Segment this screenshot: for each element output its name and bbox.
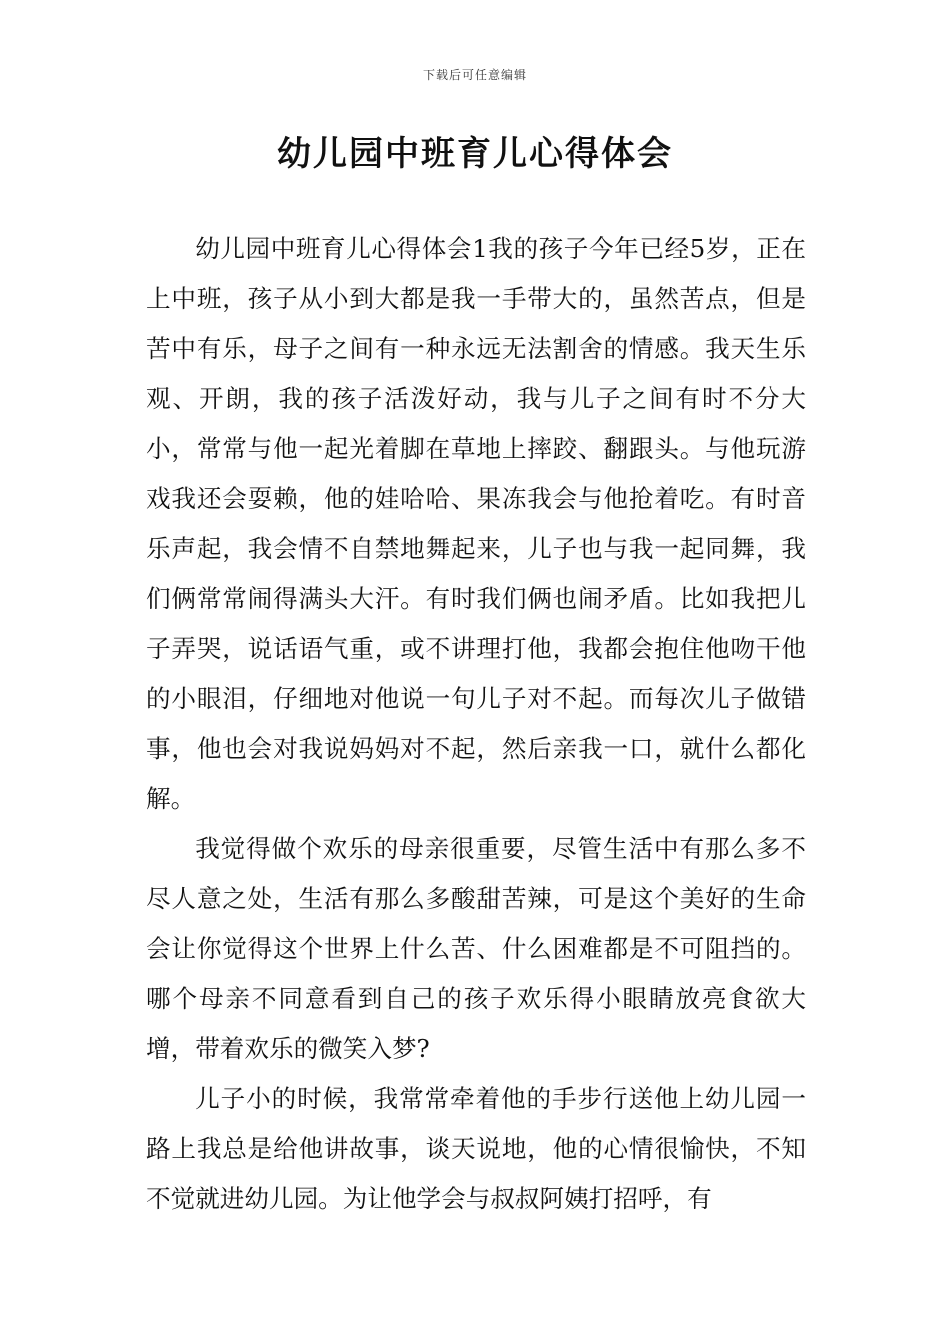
paragraph-1: 幼儿园中班育儿心得体会1我的孩子今年已经5岁，正在上中班，孩子从小到大都是我一手带大的，虽然苦点，但是苦中有乐，母子之间有一种永远无法割舍的情感。我天生乐观、开朗，我的孩子活泼好动，我与儿子之间有时不分大小，常常与他一起光着脚在草地上摔跤、翻跟头。与他玩游戏我还会耍赖，他的娃哈哈、果冻我会与他抢着吃。有时音乐声起，我会情不自禁地舞起来，儿子也与我一起同舞，我们俩常常闹得满头大汗。有时我们俩也闹矛盾。比如我把儿子弄哭，说话语气重，或不讲理打他，我都会抱住他吻干他的小眼泪，仔细地对他说一句儿子对不起。而每次儿子做错事，他也会对我说妈妈对不起，然后亲我一口，就什么都化解。 bbox=[146, 234, 806, 813]
document-title: 幼儿园中班育儿心得体会 bbox=[277, 134, 673, 174]
header-note: 下载后可任意编辑 bbox=[422, 68, 527, 82]
paragraph-3: 儿子小的时候，我常常牵着他的手步行送他上幼儿园一路上我总是给他讲故事，谈天说地，他的心情很愉快，不知不觉就进幼儿园。为让他学会与叔叔阿姨打招呼，有 bbox=[146, 1084, 806, 1213]
document-body bbox=[146, 224, 806, 1224]
paragraph-2: 我觉得做个欢乐的母亲很重要，尽管生活中有那么多不尽人意之处，生活有那么多酸甜苦辣，可是这个美好的生命会让你觉得这个世界上什么苦、什么困难都是不可阻挡的。哪个母亲不同意看到自己的孩子欢乐得小眼睛放亮食欲大增，带着欢乐的微笑入梦? bbox=[146, 834, 806, 1063]
